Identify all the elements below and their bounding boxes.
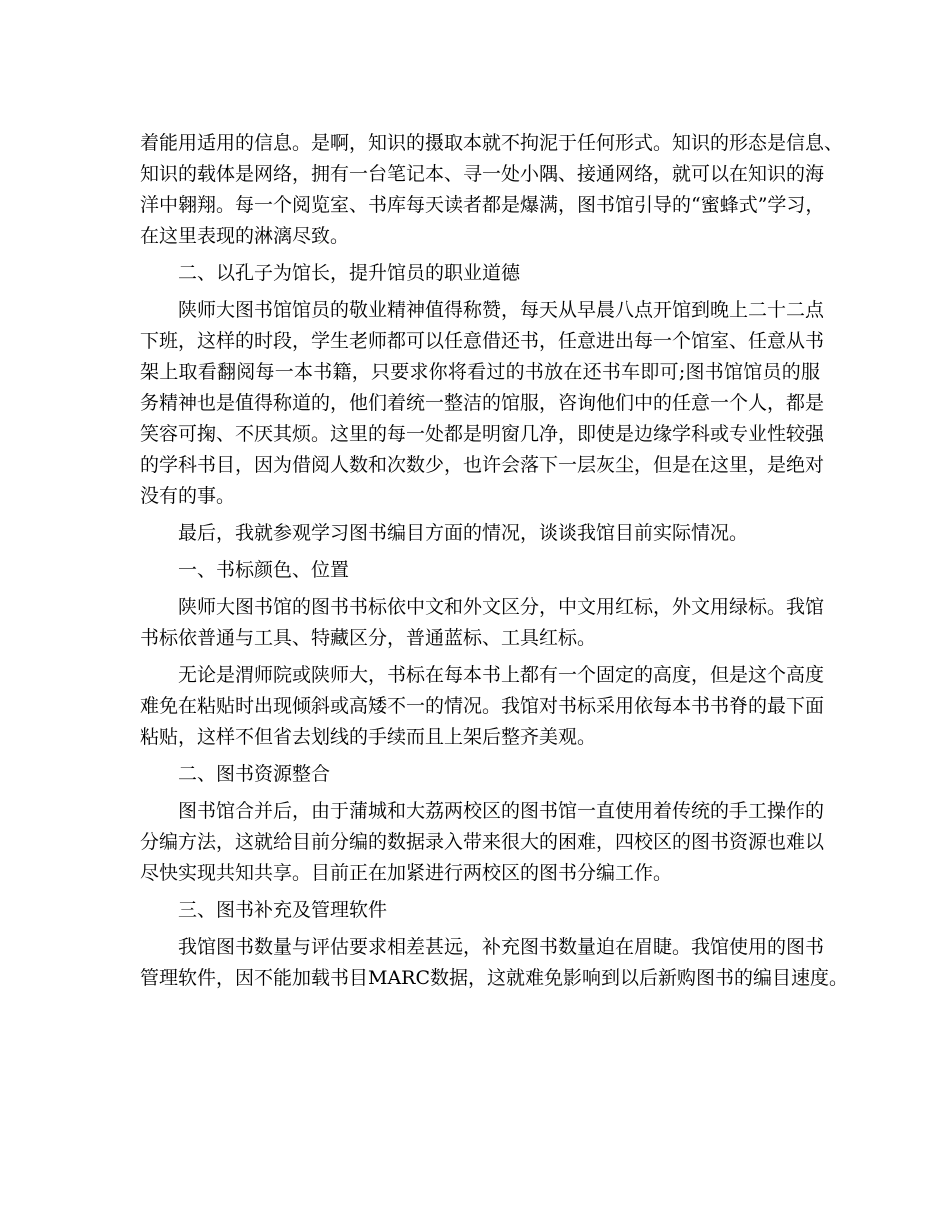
- text-line: 尽快实现共知共享。目前正在加紧进行两校区的图书分编工作。: [140, 862, 673, 884]
- text-line: 陕师大图书馆的图书书标依中文和外文区分，中文用红标，外文用绿标。我馆: [178, 596, 825, 618]
- document-body: [140, 128, 849, 994]
- text-line: 我馆图书数量与评估要求相差甚远，补充图书数量迫在眉睫。我馆使用的图书: [178, 936, 825, 958]
- text-line: 洋中翱翔。每一个阅览室、书库每天读者都是爆满，图书馆引导的“蜜蜂式”学习，: [140, 194, 825, 216]
- text-line: 没有的事。: [140, 485, 236, 507]
- text-line: 二、图书资源整合: [178, 763, 331, 785]
- text-line: 图书馆合并后，由于蒲城和大荔两校区的图书馆一直使用着传统的手工操作的: [178, 800, 825, 822]
- text-line: 务精神也是值得称道的，他们着统一整洁的馆服，咨询他们中的任意一个人，都是: [140, 392, 825, 414]
- text-line: 书标依普通与工具、特藏区分，普通蓝标、工具红标。: [140, 627, 597, 649]
- text-line: 粘贴，这样不但省去划线的手续而且上架后整齐美观。: [140, 726, 597, 748]
- text-line: 难免在粘贴时出现倾斜或高矮不一的情况。我馆对书标采用依每本书书脊的最下面: [140, 695, 825, 717]
- text-line: 一、书标颜色、位置: [178, 559, 350, 581]
- text-line: 二、以孔子为馆长，提升馆员的职业道德: [178, 262, 521, 284]
- text-line: 知识的载体是网络，拥有一台笔记本、寻一处小隅、接通网络，就可以在知识的海: [140, 163, 825, 185]
- text-line: 分编方法，这就给目前分编的数据录入带来很大的困难，四校区的图书资源也难以: [140, 831, 825, 853]
- text-line: 架上取看翻阅每一本书籍，只要求你将看过的书放在还书车即可;图书馆馆员的服: [140, 361, 820, 383]
- text-line: 最后，我就参观学习图书编目方面的情况，谈谈我馆目前实际情况。: [178, 522, 749, 544]
- text-line: 管理软件，因不能加载书目MARC数据，这就难免影响到以后新购图书的编目速度。: [140, 967, 849, 989]
- text-line: 下班，这样的时段，学生老师都可以任意借还书，任意进出每一个馆室、任意从书: [140, 330, 825, 352]
- text-line: 三、图书补充及管理软件: [178, 899, 388, 921]
- text-line: 笑容可掬、不厌其烦。这里的每一处都是明窗几净，即使是边缘学科或专业性较强: [140, 423, 825, 445]
- text-line: 着能用适用的信息。是啊，知识的摄取本就不拘泥于任何形式。知识的形态是信息、: [140, 132, 844, 154]
- text-line: 的学科书目，因为借阅人数和次数少，也许会落下一层灰尘，但是在这里，是绝对: [140, 454, 825, 476]
- text-line: 在这里表现的淋漓尽致。: [140, 225, 350, 247]
- text-line: 无论是渭师院或陕师大，书标在每本书上都有一个固定的高度，但是这个高度: [178, 664, 825, 686]
- text-line: 陕师大图书馆馆员的敬业精神值得称赞，每天从早晨八点开馆到晚上二十二点: [178, 299, 825, 321]
